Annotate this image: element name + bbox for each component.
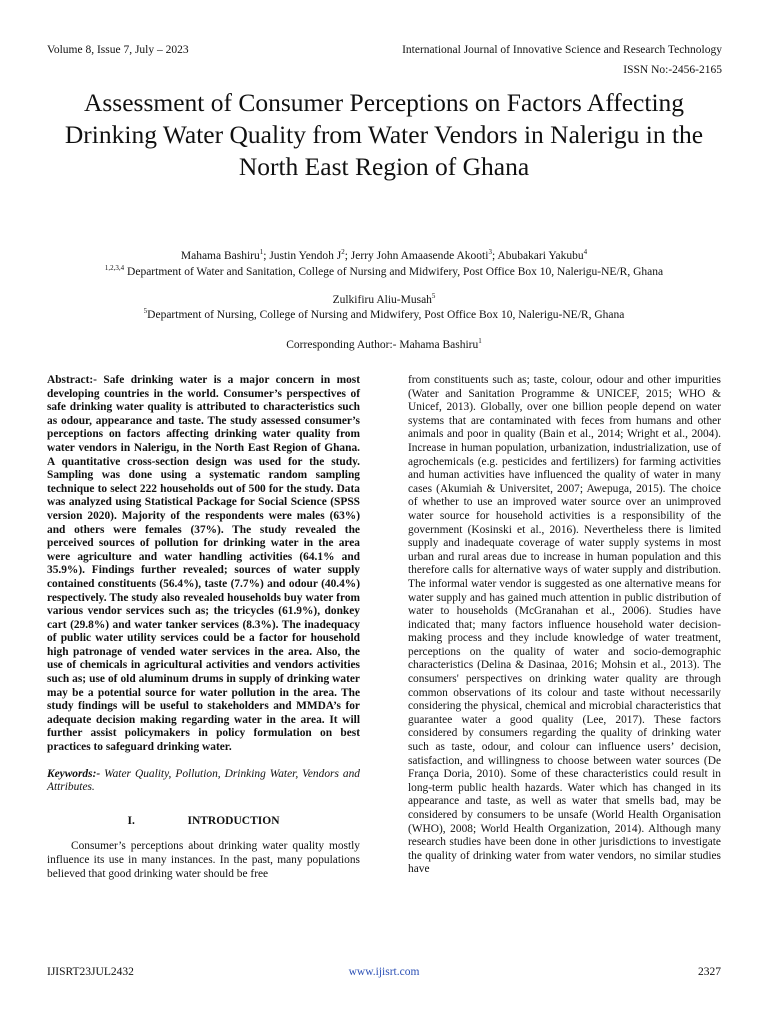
keywords — [47, 768, 360, 795]
affiliation-2 — [40, 304, 728, 323]
right-column-paragraph: from constituents such as; taste, colour, odour and other impurities (Water and Sanitation Programme & UNICEF, 2015; WHO & Unicef, 2013). Globally, over one billion people depend on water systems that are contaminated with feces from humans and other animals and poor in quality (Bain et al., 2014; Wright et al., 2004). Increase in human population, urbanization, industrialization, use of agrochemicals (e.g. pesticides and fertilizers) for farming activities and human activities have influenced the quality of water in many cases (Akumiah & Universitet, 2007; Awepuga, 2015). The choice of whether to use an improved water source over an unimproved water source for household activities is a responsibility of the government (Kosinski et al., 2016). Nevertheless there is limited supply and inadequate coverage of water supply systems in most urban and rural areas due to increase in human population and this therefore calls for alternative ways of water supply and distribution. The informal water vendor is suggested as one alternative means for water supply and has gained much attention in public distribution of water to households (McGranahan et al., 2006). Studies have indicated that; many factors influence household water decision-making process and they include knowledge of water treatment, perceptions on the quality of water and socio-demographic characteristics (Delina & Dasinaa, 2016; Mohsin et al., 2013). The consumers' perspectives on drinking water quality are through common observations of its colour and taste without necessarily considering the physical, chemical and microbial characteristics that guarantee water a good quality (Lee, 2017). These factors considered by consumers regarding the quality of drinking water such as taste, odour, and colour can influence users’ decision, satisfaction, and willingness to choose between water sources (De França Doria, 2010). Some of these characteristics could result in long-term public health hazards. Water which has changed in its appearance and taste, as well as water that smells bad, may be considered by consumers to be unsafe (World Health Organisation (WHO), 2008; World Health Organization, 2014). Although many research studies have been done in other jurisdictions to investigate the quality of drinking water from water vendors, no similar studies have — [408, 374, 721, 876]
section-number: I. — [127, 814, 135, 827]
corresponding-author-text: Corresponding Author:- Mahama Bashiru — [286, 338, 479, 351]
keywords-text: Water Quality, Pollution, Drinking Water, Vendors and Attributes. — [47, 767, 360, 794]
affiliation-1-sup: 1,2,3,4 — [104, 264, 125, 272]
section-heading-introduction — [47, 815, 360, 829]
author-5-sup: 5 — [431, 292, 436, 300]
introduction-paragraph: Consumer’s perceptions about drinking water quality mostly influence its use in many instances. In the past, many populations believed that good drinking water should be free — [47, 840, 360, 880]
paper-code: IJISRT23JUL2432 — [47, 966, 134, 978]
corresponding-author — [40, 334, 728, 353]
abstract: Abstract:- Safe drinking water is a major concern in most developing countries in the world. Consumer’s perspectives of safe drinking water quality is attributed to characteristics such as odour, appearance and taste. The study assessed consumer’s perceptions on factors affecting drinking water quality from water vendors in Nalerigu, in the North East Region of Ghana. A quantitative cross-section design was used for the study. Sampling was done using a systematic random sampling technique to select 222 households out of 500 for the study. Data was analyzed using Statistical Package for Social Science (SPSS version 2020). Majority of the respondents were males (63%) and others were females (37%). The study revealed the perceived sources of pollution for drinking water in the area were agriculture and water handling activities (64.1% and 35.9%). Findings further revealed; sources of water supply contained constituents (56.4%), taste (7.7%) and odour (40.4%) respectively. The study also revealed households buy water from various vendor services such as; the tricycles (61.9%), donkey cart (29.8%) and water tanker services (8.3%). The inadequacy of public water utility services could be a factor for household high patronage of vended water services in the area. Also, the use of chemicals in agricultural activities and vendors activities such as; use of old aluminum drums in supply of drinking water may be a potential source for water pollution in the area. The study findings will be useful to stakeholders and MMDA’s for adequate decision making regarding water in the area. It will further assist policymakers in policy formulation on best practices to safeguard drinking water. — [47, 374, 360, 754]
author-4: ; Abubakari Yakubu — [491, 249, 584, 262]
paper-title: Assessment of Consumer Perceptions on Factors Affecting Drinking Water Quality from Water Vendors in Nalerigu in the North East Region of Ghana — [64, 88, 704, 181]
author-2-sup: 2 — [341, 248, 345, 256]
left-column — [47, 374, 360, 881]
keywords-label: Keywords:- — [47, 767, 101, 780]
volume-issue: Volume 8, Issue 7, July – 2023 — [47, 44, 189, 56]
issn-number: ISSN No:-2456-2165 — [623, 64, 722, 76]
affiliation-1 — [40, 261, 728, 280]
author-1: Mahama Bashiru — [180, 249, 260, 262]
author-2: ; Justin Yendoh J — [263, 249, 342, 262]
journal-url-link[interactable]: www.ijisrt.com — [348, 966, 420, 978]
affiliation-2-text: Department of Nursing, College of Nursing and Midwifery, Post Office Box 10, Nalerigu-NE/R, Ghana — [147, 308, 625, 321]
author-3-sup: 3 — [488, 248, 492, 256]
affiliation-1-text: Department of Water and Sanitation, College of Nursing and Midwifery, Post Office Box 10, Nalerigu-NE/R, Ghana — [124, 265, 664, 278]
author-3: ; Jerry John Amaasende Akooti — [344, 249, 489, 262]
journal-name: International Journal of Innovative Science and Research Technology — [402, 44, 722, 56]
affiliation-2-sup: 5 — [143, 307, 148, 315]
corresponding-author-sup: 1 — [478, 337, 482, 345]
right-column — [408, 374, 721, 877]
author-4-sup: 4 — [583, 248, 588, 256]
section-title: INTRODUCTION — [187, 814, 280, 827]
author-1-sup: 1 — [259, 248, 264, 256]
author-5-name: Zulkifiru Aliu-Musah — [332, 293, 432, 306]
page-number: 2327 — [698, 966, 721, 978]
